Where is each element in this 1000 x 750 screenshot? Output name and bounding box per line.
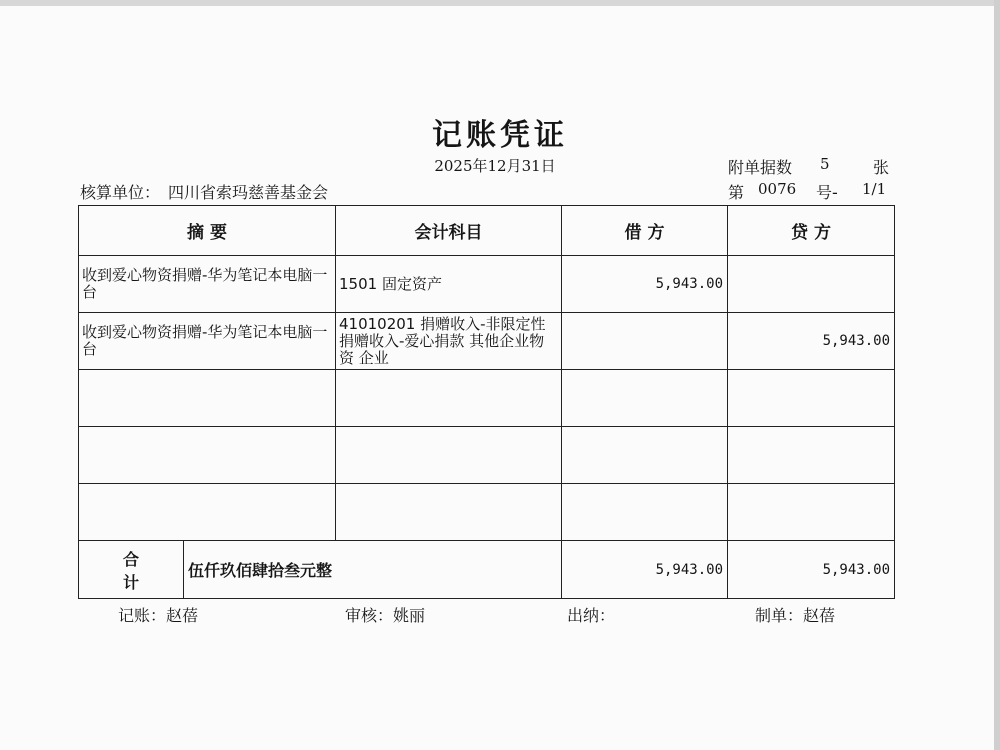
table-row xyxy=(79,370,895,427)
row-credit xyxy=(728,427,895,484)
row-summary xyxy=(79,427,336,484)
header-summary: 摘 要 xyxy=(79,206,336,256)
header-debit: 借 方 xyxy=(562,206,728,256)
table-row xyxy=(79,313,895,370)
row-summary xyxy=(79,370,336,427)
table-row xyxy=(79,427,895,484)
table-row xyxy=(79,484,895,541)
total-description-cell xyxy=(79,541,562,599)
reviewer-signature xyxy=(345,603,425,626)
row-summary: 收到爱心物资捐赠-华为笔记本电脑一台 xyxy=(79,256,336,313)
bookkeeper-name: 赵蓓 xyxy=(166,606,199,625)
voucher-title: 记账凭证 xyxy=(432,118,568,153)
total-debit: 5,943.00 xyxy=(562,541,728,599)
attachments-label: 附单据数 xyxy=(728,158,793,177)
row-credit xyxy=(728,256,895,313)
total-label: 合 计 xyxy=(122,549,157,592)
voucher-table xyxy=(78,205,895,599)
cashier-label: 出纳： xyxy=(567,606,616,625)
bookkeeper-label: 记账： xyxy=(118,606,167,625)
accounting-unit-value: 四川省索玛慈善基金会 xyxy=(168,183,329,202)
row-account: 1501 固定资产 xyxy=(336,256,562,313)
row-debit xyxy=(562,313,728,370)
voucher-no-suffix: 号- xyxy=(816,183,838,202)
bookkeeper-signature xyxy=(118,603,198,626)
row-account xyxy=(336,484,562,541)
row-credit xyxy=(728,370,895,427)
row-debit xyxy=(562,370,728,427)
row-debit: 5,943.00 xyxy=(562,256,728,313)
row-debit xyxy=(562,427,728,484)
total-amount-in-words: 伍仟玖佰肆拾叁元整 xyxy=(188,561,333,580)
total-credit: 5,943.00 xyxy=(728,541,895,599)
row-account xyxy=(336,427,562,484)
row-account xyxy=(336,370,562,427)
voucher-no-value: 0076 xyxy=(758,180,797,198)
reviewer-label: 审核： xyxy=(345,606,394,625)
scan-edge-top xyxy=(0,0,1000,6)
voucher-pages: 1/1 xyxy=(862,180,887,198)
row-credit xyxy=(728,484,895,541)
row-summary xyxy=(79,484,336,541)
preparer-name: 赵蓓 xyxy=(803,606,836,625)
header-account: 会计科目 xyxy=(336,206,562,256)
attachments-unit: 张 xyxy=(873,158,890,177)
reviewer-name: 姚丽 xyxy=(393,606,426,625)
attachments-count: 5 xyxy=(820,155,830,173)
accounting-unit-label: 核算单位： xyxy=(80,183,161,202)
voucher-no-prefix: 第 xyxy=(728,183,745,202)
total-divider xyxy=(183,541,184,598)
preparer-label: 制单： xyxy=(755,606,804,625)
row-debit xyxy=(562,484,728,541)
header-credit: 贷 方 xyxy=(728,206,895,256)
row-summary: 收到爱心物资捐赠-华为笔记本电脑一台 xyxy=(79,313,336,370)
header-row xyxy=(79,206,895,256)
voucher-date: 2025年12月31日 xyxy=(434,157,556,175)
preparer-signature xyxy=(755,603,835,626)
total-row xyxy=(79,541,895,599)
table-row xyxy=(79,256,895,313)
row-account: 41010201 捐赠收入-非限定性捐赠收入-爱心捐款 其他企业物资 企业 xyxy=(336,313,562,370)
row-credit: 5,943.00 xyxy=(728,313,895,370)
cashier-signature xyxy=(567,603,615,626)
